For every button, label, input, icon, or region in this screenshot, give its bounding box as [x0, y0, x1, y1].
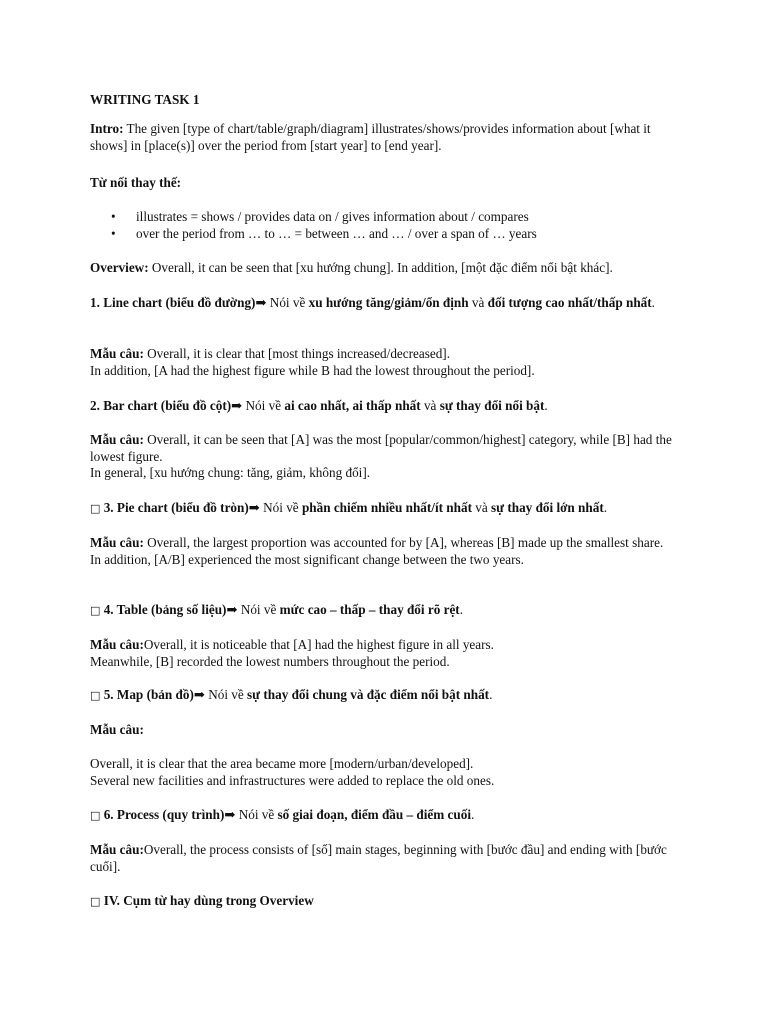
section-iv-heading	[90, 893, 680, 911]
arrow-icon: ➡	[224, 807, 236, 822]
synonyms-heading: Từ nối thay thế:	[90, 175, 182, 190]
section-title: 5. Map (bản đồ)	[103, 687, 194, 702]
sample-text: Overall, it can be seen that [A] was the most [popular/common/highest] category, while [B] had the lowest figure.	[90, 432, 672, 464]
section-keyword: số giai đoạn, điểm đầu – điểm cuối	[277, 807, 471, 822]
sample-label: Mẫu câu:	[90, 722, 144, 737]
overview-text: Overall, it can be seen that [xu hướng chung]. In addition, [một đặc điểm nổi bật khác].	[148, 260, 613, 275]
sample-text: In addition, [A/B] experienced the most significant change between the two years.	[90, 551, 524, 567]
section-text: .	[651, 295, 655, 310]
sample-text: Several new facilities and infrastructures were added to replace the old ones.	[90, 772, 495, 788]
arrow-icon: ➡	[226, 602, 238, 617]
section-text: .	[603, 500, 608, 515]
overview-paragraph	[90, 260, 680, 277]
section-keyword: sự thay đổi chung và đặc điểm nổi bật nhất	[247, 687, 490, 702]
missing-glyph-icon: □	[90, 689, 101, 702]
section-bar-chart-heading	[90, 398, 680, 415]
sample-text: Overall, it is clear that the area became more [modern/urban/developed].	[90, 756, 474, 771]
section-pie-chart-sample	[90, 535, 680, 568]
section-text: và	[468, 295, 488, 310]
sample-text: Overall, the process consists of [số] main stages, beginning with [bước đầu] and ending with [bước cuối].	[90, 842, 667, 874]
section-text: Nói về	[242, 398, 285, 413]
intro-paragraph	[90, 121, 680, 154]
section-process-sample	[90, 842, 680, 875]
missing-glyph-icon: □	[90, 895, 101, 908]
sample-label: Mẫu câu:	[90, 842, 144, 857]
section-text: .	[470, 807, 475, 822]
section-keyword: đối tượng cao nhất/thấp nhất	[487, 295, 652, 310]
section-keyword: ai cao nhất, ai thấp nhất	[284, 398, 421, 413]
section-text: Nói về	[266, 295, 309, 310]
section-text: .	[459, 602, 463, 617]
section-line-chart-sample	[90, 346, 680, 379]
overview-label: Overview:	[90, 260, 149, 275]
sample-label: Mẫu câu:	[90, 535, 144, 550]
sample-text: Meanwhile, [B] recorded the lowest numbers throughout the period.	[90, 653, 450, 669]
section-text: Nói về	[204, 687, 248, 702]
section-bar-chart-sample	[90, 432, 680, 482]
section-keyword: phần chiếm nhiều nhất/ít nhất	[301, 500, 472, 515]
sample-text: Overall, it is clear that [most things increased/decreased].	[143, 346, 450, 361]
synonyms-list	[90, 209, 680, 242]
intro-text: The given [type of chart/table/graph/diagram] illustrates/shows/provides information about [what it shows] in [place(s)] over the period from [start year] to [end year].	[90, 121, 651, 153]
section-process-heading	[90, 807, 680, 825]
section-table-heading	[90, 602, 680, 620]
arrow-icon: ➡	[255, 295, 267, 310]
section-keyword: xu hướng tăng/giảm/ổn định	[308, 295, 469, 310]
section-text: Nói về	[237, 602, 280, 617]
section-map-sample	[90, 756, 680, 789]
missing-glyph-icon: □	[90, 809, 101, 822]
section-title: 6. Process (quy trình)	[103, 807, 225, 822]
section-text: .	[544, 398, 548, 413]
arrow-icon: ➡	[193, 687, 205, 702]
sample-label: Mẫu câu:	[90, 346, 144, 361]
section-title: 1. Line chart (biểu đồ đường)	[90, 295, 256, 310]
missing-glyph-icon: □	[90, 604, 101, 617]
section-text: và	[420, 398, 440, 413]
section-keyword: mức cao – thấp – thay đổi rõ rệt	[279, 602, 460, 617]
arrow-icon: ➡	[248, 500, 260, 515]
sample-text: In general, [xu hướng chung: tăng, giảm, không đổi].	[90, 465, 371, 480]
section-text: Nói về	[235, 807, 278, 822]
list-item: • illustrates = shows / provides data on / gives information about / compares	[90, 209, 680, 226]
section-keyword: sự thay đổi lớn nhất	[491, 500, 604, 515]
section-keyword: sự thay đổi nổi bật	[439, 398, 545, 413]
section-title: 3. Pie chart (biểu đồ tròn)	[103, 500, 249, 515]
intro-label: Intro:	[90, 121, 124, 136]
sample-label: Mẫu câu:	[90, 637, 144, 652]
document-title: WRITING TASK 1	[90, 92, 200, 107]
section-table-sample	[90, 637, 680, 670]
arrow-icon: ➡	[231, 398, 243, 413]
list-item: • over the period from … to … = between … and … / over a span of … years	[90, 226, 680, 243]
sample-text: Overall, the largest proportion was accounted for by [A], whereas [B] made up the smallest share.	[143, 535, 664, 550]
missing-glyph-icon: □	[90, 502, 101, 515]
section-title: 2. Bar chart (biểu đồ cột)	[90, 398, 232, 413]
sample-label: Mẫu câu:	[90, 432, 144, 447]
section-title: IV. Cụm từ hay dùng trong Overview	[103, 893, 314, 908]
section-text: Nói về	[259, 500, 302, 515]
section-map-heading	[90, 687, 680, 705]
section-text: và	[471, 500, 492, 515]
section-title: 4. Table (bảng số liệu)	[103, 602, 227, 617]
section-pie-chart-heading	[90, 500, 680, 518]
section-line-chart-heading	[90, 295, 680, 312]
sample-text: In addition, [A had the highest figure while B had the lowest throughout the period].	[90, 362, 535, 378]
sample-text: Overall, it is noticeable that [A] had the highest figure in all years.	[143, 637, 494, 652]
section-text: .	[489, 687, 493, 702]
